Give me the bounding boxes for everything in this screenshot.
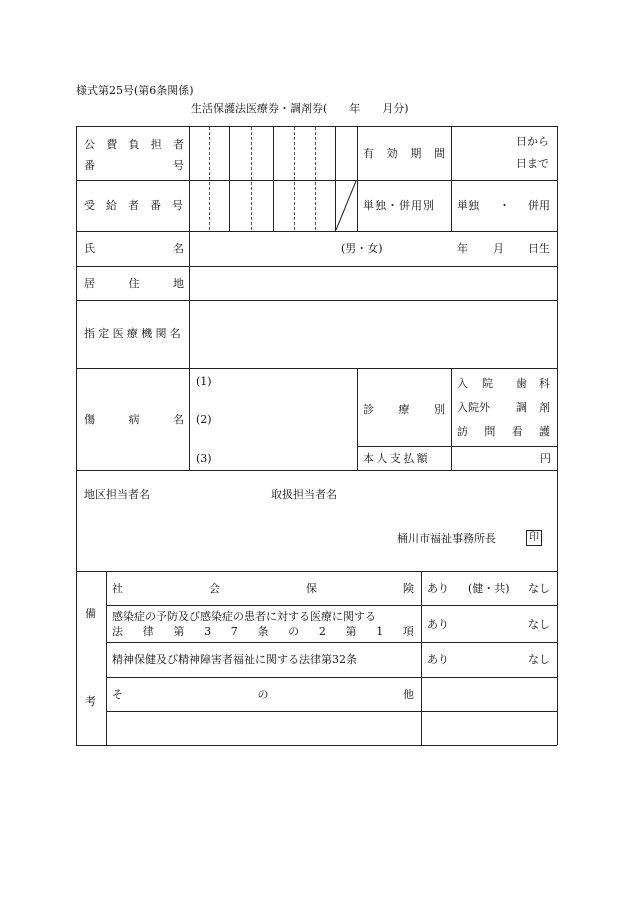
medical-institution-label: 指定医療機関名 [84, 327, 185, 340]
handler-staff-label: 取扱担当者名 [271, 488, 337, 501]
remark-infectious-line2: 法 律 第 3 7 条 の 2 第 1 項 [112, 625, 414, 638]
diagnosis-item-1: (1) [196, 375, 212, 388]
residence-label: 居 住 地 [84, 277, 184, 290]
diagnosis-label: 傷 病 名 [84, 413, 184, 426]
remark-social-insurance-no: なし [528, 582, 550, 595]
valid-to: 日まで [516, 157, 549, 170]
remark-infectious-no: なし [528, 618, 550, 631]
birth-day: 日生 [528, 242, 550, 255]
remark-infectious-line1: 感染症の予防及び感染症の患者に対する医療に関する [112, 610, 376, 623]
yen-unit: 円 [540, 452, 551, 465]
name-label: 氏 名 [84, 242, 184, 255]
remarks-label-bottom: 考 [85, 695, 96, 708]
remark-mental-health-no: なし [528, 653, 550, 666]
combined-option: 併用 [528, 199, 550, 212]
birth-year: 年 [457, 242, 468, 255]
slash-mark [335, 180, 357, 231]
valid-from: 日から [516, 135, 549, 148]
separator-dot: ・ [499, 199, 510, 212]
treatment-inpatient: 入 院 [457, 377, 493, 390]
seal-mark: 印 [526, 530, 542, 546]
sex-field: (男・女) [341, 242, 383, 255]
district-staff-label: 地区担当者名 [84, 488, 150, 501]
treatment-dispensing: 調 剤 [516, 401, 550, 414]
recipient-number-label: 受給者番号 [84, 199, 194, 212]
treatment-outpatient: 入院外 [457, 401, 490, 414]
treatment-type-label: 診 療 別 [363, 403, 445, 416]
form-title: 生活保護法医療券・調剤券( 年 月分) [191, 102, 409, 115]
payer-number-label-2: 番 号 [84, 159, 184, 172]
remarks-label-top: 備 [85, 607, 96, 620]
diagnosis-item-2: (2) [196, 413, 212, 426]
form-number: 様式第25号(第6条関係) [76, 84, 194, 97]
diagnosis-item-3: (3) [196, 452, 212, 465]
treatment-home-nursing: 訪 問 看 護 [457, 425, 550, 438]
remark-mental-health: 精神保健及び精神障害者福祉に関する法律第32条 [112, 653, 357, 666]
single-option: 単独 [457, 199, 479, 212]
remark-mental-health-yes: あり [427, 653, 449, 666]
self-pay-label: 本人支払額 [363, 452, 430, 465]
single-combined-label: 単独・併用別 [363, 199, 435, 212]
payer-number-label: 公 費 負 担 者 [84, 138, 184, 151]
validity-label: 有 効 期 間 [363, 147, 445, 160]
remark-social-insurance-yes: あり [427, 582, 449, 595]
remark-social-insurance: 社 会 保 険 [112, 582, 414, 595]
remark-infectious-yes: あり [427, 618, 449, 631]
office-director: 桶川市福祉事務所長 [397, 532, 496, 545]
birth-month: 月 [493, 242, 504, 255]
remark-other: そ の 他 [112, 688, 414, 701]
remark-social-insurance-type: (健・共) [468, 582, 510, 595]
treatment-dental: 歯 科 [516, 377, 550, 390]
